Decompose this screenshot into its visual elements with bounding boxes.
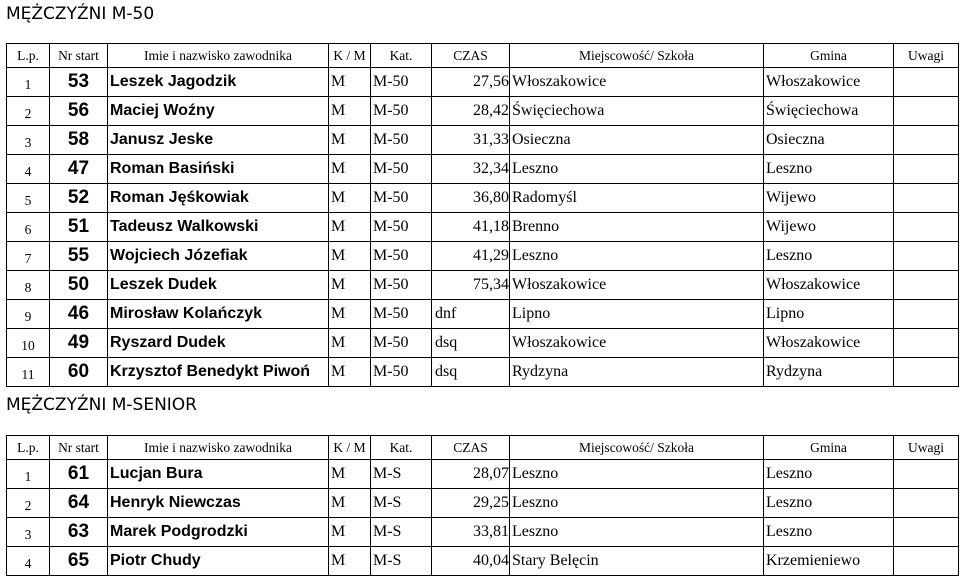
cell-time: 41,18	[432, 213, 510, 242]
cell-nr: 51	[50, 213, 108, 242]
cell-lp: 6	[7, 213, 50, 242]
header-notes: Uwagi	[894, 436, 959, 460]
cell-name: Roman Basiński	[108, 155, 329, 184]
cell-gmina: Lipno	[764, 300, 894, 329]
cell-lp: 8	[7, 271, 50, 300]
cell-place: Leszno	[510, 489, 764, 518]
cell-time: 31,33	[432, 126, 510, 155]
cell-cat: M-S	[371, 518, 432, 547]
cell-notes	[894, 271, 959, 300]
table-row	[7, 300, 959, 329]
cell-cat: M-S	[371, 489, 432, 518]
table-row	[7, 242, 959, 271]
cell-sex: M	[329, 213, 371, 242]
cell-nr: 55	[50, 242, 108, 271]
cell-place: Rydzyna	[510, 358, 764, 387]
cell-lp: 5	[7, 184, 50, 213]
cell-time: 29,25	[432, 489, 510, 518]
table-row	[7, 126, 959, 155]
cell-gmina: Krzemieniewo	[764, 547, 894, 576]
cell-lp: 4	[7, 155, 50, 184]
table-row	[7, 358, 959, 387]
cell-lp: 2	[7, 489, 50, 518]
table-row	[7, 97, 959, 126]
cell-name: Krzysztof Benedykt Piwoń	[108, 358, 329, 387]
cell-place: Leszno	[510, 518, 764, 547]
cell-place: Leszno	[510, 155, 764, 184]
cell-cat: M-50	[371, 271, 432, 300]
cell-lp: 10	[7, 329, 50, 358]
header-place: Miejscowość/ Szkoła	[510, 436, 764, 460]
cell-nr: 64	[50, 489, 108, 518]
cell-place: Włoszakowice	[510, 329, 764, 358]
cell-name: Marek Podgrodzki	[108, 518, 329, 547]
header-name: Imie i nazwisko zawodnika	[108, 436, 329, 460]
cell-place: Stary Belęcin	[510, 547, 764, 576]
table-row	[7, 518, 959, 547]
cell-time: dsq	[432, 329, 510, 358]
cell-notes	[894, 126, 959, 155]
cell-sex: M	[329, 155, 371, 184]
cell-lp: 1	[7, 460, 50, 489]
cell-cat: M-50	[371, 242, 432, 271]
cell-sex: M	[329, 358, 371, 387]
cell-name: Tadeusz Walkowski	[108, 213, 329, 242]
cell-sex: M	[329, 329, 371, 358]
cell-cat: M-50	[371, 68, 432, 97]
cell-gmina: Leszno	[764, 460, 894, 489]
cell-lp: 11	[7, 358, 50, 387]
cell-time: 28,42	[432, 97, 510, 126]
table-row	[7, 184, 959, 213]
section-1-title: MĘŻCZYŹNI M-50	[6, 4, 155, 24]
cell-lp: 9	[7, 300, 50, 329]
cell-sex: M	[329, 271, 371, 300]
cell-gmina: Leszno	[764, 489, 894, 518]
cell-notes	[894, 155, 959, 184]
cell-place: Radomyśl	[510, 184, 764, 213]
cell-cat: M-50	[371, 300, 432, 329]
header-lp: L.p.	[7, 436, 50, 460]
cell-place: Święciechowa	[510, 97, 764, 126]
cell-notes	[894, 97, 959, 126]
header-lp: L.p.	[7, 44, 50, 68]
cell-cat: M-S	[371, 547, 432, 576]
cell-time: 33,81	[432, 518, 510, 547]
cell-time: dnf	[432, 300, 510, 329]
cell-name: Janusz Jeske	[108, 126, 329, 155]
cell-notes	[894, 68, 959, 97]
cell-sex: M	[329, 184, 371, 213]
cell-notes	[894, 489, 959, 518]
cell-name: Henryk Niewczas	[108, 489, 329, 518]
cell-lp: 4	[7, 547, 50, 576]
cell-sex: M	[329, 547, 371, 576]
cell-cat: M-50	[371, 126, 432, 155]
cell-place: Włoszakowice	[510, 271, 764, 300]
header-cat: Kat.	[371, 44, 432, 68]
header-row	[7, 44, 959, 68]
table-row	[7, 460, 959, 489]
cell-lp: 3	[7, 518, 50, 547]
table-row	[7, 68, 959, 97]
cell-nr: 61	[50, 460, 108, 489]
results-table-m50	[6, 43, 959, 387]
cell-notes	[894, 358, 959, 387]
cell-gmina: Włoszakowice	[764, 271, 894, 300]
header-sex: K / M	[329, 436, 371, 460]
cell-nr: 65	[50, 547, 108, 576]
header-name: Imie i nazwisko zawodnika	[108, 44, 329, 68]
cell-place: Leszno	[510, 242, 764, 271]
header-sex: K / M	[329, 44, 371, 68]
cell-place: Włoszakowice	[510, 68, 764, 97]
cell-notes	[894, 184, 959, 213]
cell-notes	[894, 460, 959, 489]
cell-notes	[894, 213, 959, 242]
cell-cat: M-50	[371, 184, 432, 213]
cell-nr: 53	[50, 68, 108, 97]
cell-time: 32,34	[432, 155, 510, 184]
cell-nr: 47	[50, 155, 108, 184]
cell-time: 41,29	[432, 242, 510, 271]
cell-time: 36,80	[432, 184, 510, 213]
cell-gmina: Święciechowa	[764, 97, 894, 126]
table-row	[7, 547, 959, 576]
table-row	[7, 271, 959, 300]
header-cat: Kat.	[371, 436, 432, 460]
cell-gmina: Rydzyna	[764, 358, 894, 387]
cell-gmina: Wijewo	[764, 213, 894, 242]
cell-cat: M-50	[371, 213, 432, 242]
table-row	[7, 155, 959, 184]
table-row	[7, 213, 959, 242]
cell-cat: M-50	[371, 329, 432, 358]
cell-lp: 3	[7, 126, 50, 155]
header-nr: Nr start	[50, 436, 108, 460]
header-gmina: Gmina	[764, 436, 894, 460]
cell-notes	[894, 518, 959, 547]
cell-cat: M-S	[371, 460, 432, 489]
cell-nr: 50	[50, 271, 108, 300]
cell-nr: 58	[50, 126, 108, 155]
cell-sex: M	[329, 126, 371, 155]
cell-place: Brenno	[510, 213, 764, 242]
cell-notes	[894, 242, 959, 271]
cell-gmina: Włoszakowice	[764, 68, 894, 97]
cell-gmina: Leszno	[764, 155, 894, 184]
cell-cat: M-50	[371, 155, 432, 184]
cell-time: 40,04	[432, 547, 510, 576]
cell-name: Maciej Woźny	[108, 97, 329, 126]
cell-time: 27,56	[432, 68, 510, 97]
cell-gmina: Wijewo	[764, 184, 894, 213]
cell-notes	[894, 300, 959, 329]
cell-name: Leszek Dudek	[108, 271, 329, 300]
cell-sex: M	[329, 68, 371, 97]
cell-place: Lipno	[510, 300, 764, 329]
section-2-title: MĘŻCZYŹNI M-SENIOR	[6, 395, 197, 415]
cell-nr: 60	[50, 358, 108, 387]
header-time: CZAS	[432, 436, 510, 460]
table-row	[7, 489, 959, 518]
header-notes: Uwagi	[894, 44, 959, 68]
cell-time: 75,34	[432, 271, 510, 300]
cell-nr: 63	[50, 518, 108, 547]
cell-cat: M-50	[371, 97, 432, 126]
cell-lp: 1	[7, 68, 50, 97]
cell-name: Roman Jęśkowiak	[108, 184, 329, 213]
cell-place: Osieczna	[510, 126, 764, 155]
cell-gmina: Osieczna	[764, 126, 894, 155]
results-table-msenior	[6, 435, 959, 576]
cell-sex: M	[329, 518, 371, 547]
cell-name: Piotr Chudy	[108, 547, 329, 576]
cell-lp: 2	[7, 97, 50, 126]
cell-place: Leszno	[510, 460, 764, 489]
cell-notes	[894, 547, 959, 576]
cell-gmina: Leszno	[764, 518, 894, 547]
cell-gmina: Leszno	[764, 242, 894, 271]
cell-notes	[894, 329, 959, 358]
cell-time: dsq	[432, 358, 510, 387]
header-time: CZAS	[432, 44, 510, 68]
cell-nr: 49	[50, 329, 108, 358]
header-nr: Nr start	[50, 44, 108, 68]
cell-nr: 56	[50, 97, 108, 126]
cell-gmina: Włoszakowice	[764, 329, 894, 358]
cell-sex: M	[329, 489, 371, 518]
cell-lp: 7	[7, 242, 50, 271]
cell-sex: M	[329, 242, 371, 271]
cell-sex: M	[329, 460, 371, 489]
cell-sex: M	[329, 300, 371, 329]
cell-cat: M-50	[371, 358, 432, 387]
cell-name: Lucjan Bura	[108, 460, 329, 489]
cell-name: Wojciech Józefiak	[108, 242, 329, 271]
cell-name: Ryszard Dudek	[108, 329, 329, 358]
cell-name: Mirosław Kolańczyk	[108, 300, 329, 329]
cell-nr: 46	[50, 300, 108, 329]
header-row	[7, 436, 959, 460]
table-row	[7, 329, 959, 358]
cell-time: 28,07	[432, 460, 510, 489]
header-gmina: Gmina	[764, 44, 894, 68]
cell-sex: M	[329, 97, 371, 126]
header-place: Miejscowość/ Szkoła	[510, 44, 764, 68]
cell-name: Leszek Jagodzik	[108, 68, 329, 97]
cell-nr: 52	[50, 184, 108, 213]
